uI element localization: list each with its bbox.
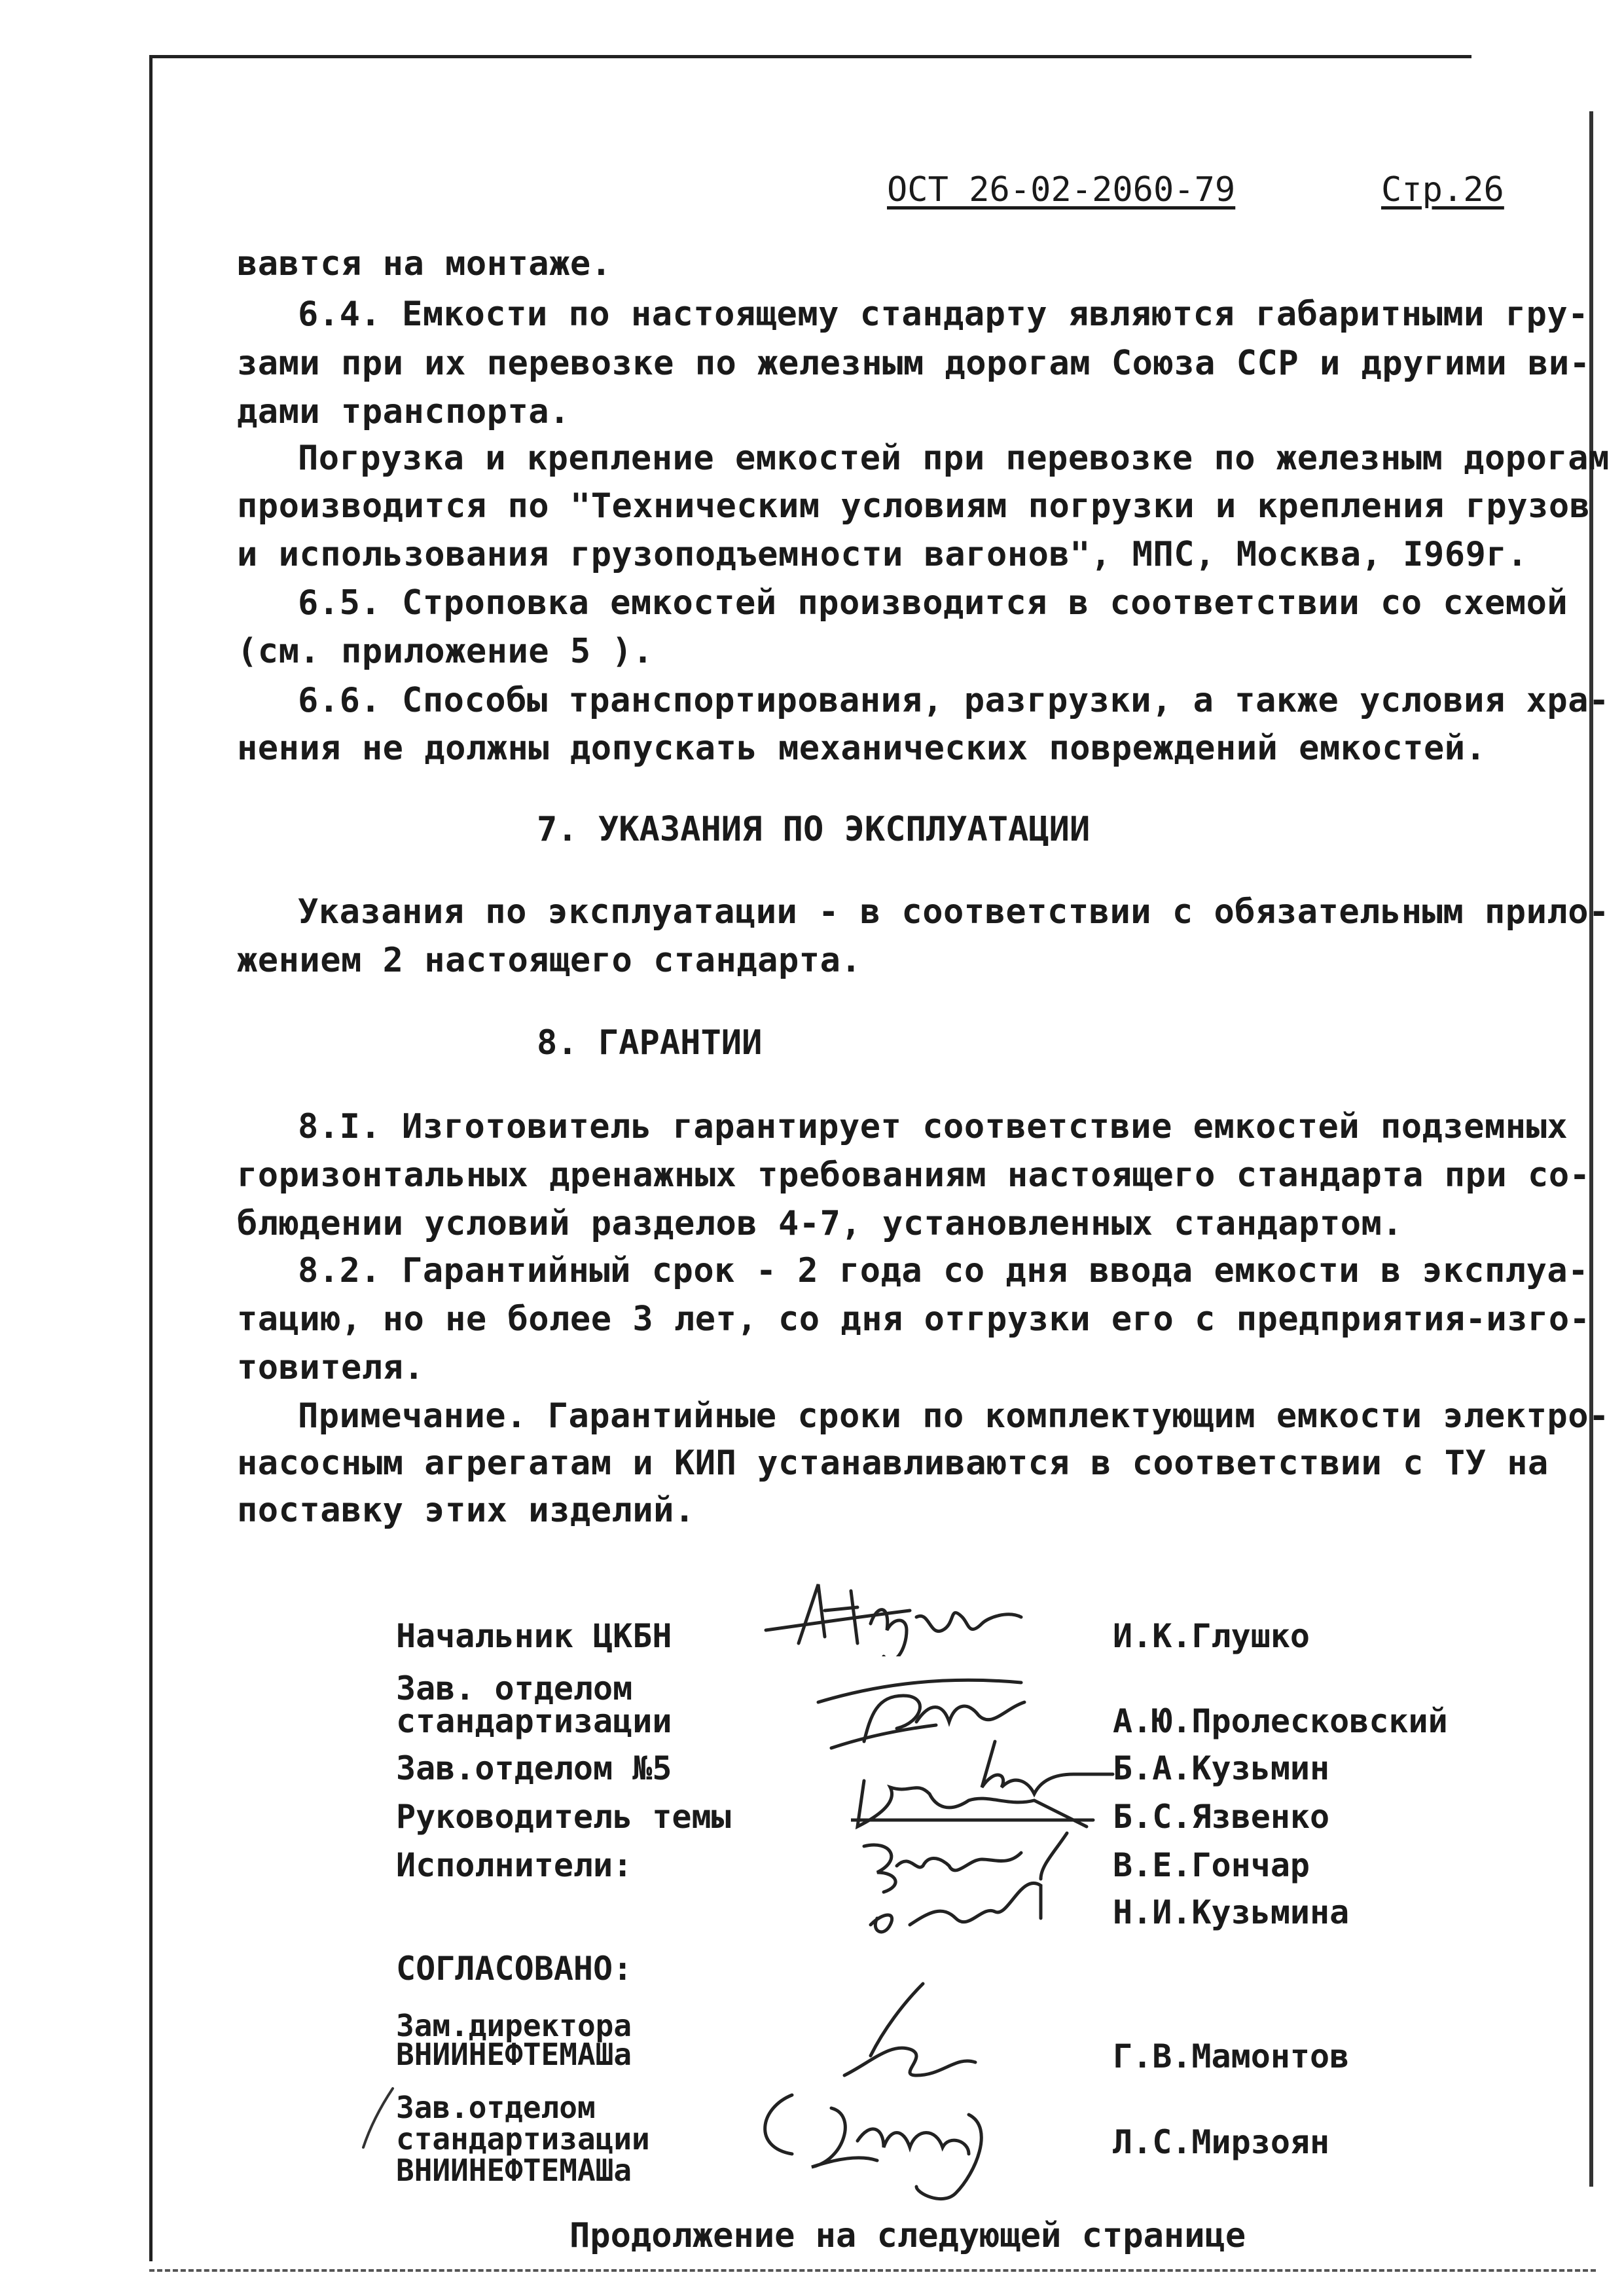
text-line: производится по "Техническим условиям погрузки и крепления грузов — [237, 486, 1591, 526]
agreed-name: Л.С.Мирзоян — [1113, 2123, 1330, 2161]
signatory-position: Начальник ЦКБН — [396, 1617, 672, 1655]
agreed-name: Г.В.Мамонтов — [1113, 2037, 1350, 2075]
handwritten-signature — [844, 1827, 1119, 1944]
signatory-position: Зав. отделом — [396, 1669, 633, 1707]
agreed-label: СОГЛАСОВАНО: — [396, 1950, 633, 1988]
agreed-position: Зам.директора — [396, 2008, 632, 2043]
text-line: Указания по эксплуатации - в соответствии с обязательным прило- — [298, 892, 1610, 932]
text-line: вавтся на монтаже. — [237, 244, 612, 283]
signatory-position: Руководитель темы — [396, 1798, 731, 1836]
text-line: насосным агрегатам и КИП устанавливаются в соответствии с ТУ на — [237, 1444, 1549, 1483]
agreed-position-line3: ВНИИНЕФТЕМАШа — [396, 2153, 632, 2188]
text-line: 8.2. Гарантийный срок - 2 года со дня ввода емкости в эксплуа- — [298, 1251, 1589, 1290]
text-line: блюдении условий разделов 4-7, установленных стандартом. — [237, 1204, 1403, 1243]
section-8-title: 8. ГАРАНТИИ — [537, 1023, 763, 1063]
page-frame-bottom — [149, 2269, 1596, 2272]
text-line: жением 2 настоящего стандарта. — [237, 941, 862, 980]
text-line: товителя. — [237, 1348, 425, 1387]
text-line: (см. приложение 5 ). — [237, 632, 654, 671]
text-line: горизонтальных дренажных требованиям настоящего стандарта при со- — [237, 1156, 1591, 1195]
handwritten-signature — [851, 1728, 1126, 1840]
handwritten-signature — [753, 2082, 1028, 2213]
signatory-name: Б.С.Язвенко — [1113, 1798, 1330, 1836]
page-frame-left — [149, 55, 153, 2261]
page-frame-right — [1589, 111, 1593, 2187]
signatory-name: В.Е.Гончар — [1113, 1846, 1310, 1884]
text-line: поставку этих изделий. — [237, 1491, 695, 1530]
page-number: Стр.26 — [1381, 170, 1504, 210]
agreed-position-line2: ВНИИНЕФТЕМАШа — [396, 2037, 632, 2072]
handwritten-signature — [759, 1571, 1074, 1656]
signatory-name: А.Ю.Пролесковский — [1113, 1702, 1448, 1740]
signatory-position-line2: стандартизации — [396, 1702, 672, 1740]
text-line: и использования грузоподъемности вагонов", МПС, Москва, I969г. — [237, 535, 1528, 574]
text-line: 8.I. Изготовитель гарантирует соответствие емкостей подземных — [298, 1107, 1568, 1146]
section-7-title: 7. УКАЗАНИЯ ПО ЭКСПЛУАТАЦИИ — [537, 810, 1091, 849]
document-code: ОСТ 26-02-2060-79 — [887, 170, 1236, 210]
signatory-name: И.К.Глушко — [1113, 1617, 1310, 1655]
continuation-note: Продолжение на следующей странице — [569, 2216, 1246, 2255]
text-line: зами при их перевозке по железным дорогам Союза ССР и другими ви- — [237, 344, 1591, 383]
signatory-position: Исполнители: — [396, 1846, 633, 1884]
agreed-position-line2: стандартизации — [396, 2121, 650, 2157]
text-line: 6.4. Емкости по настоящему стандарту являются габаритными гру- — [298, 295, 1589, 334]
signatory-position: Зав.отделом №5 — [396, 1749, 672, 1787]
agreed-position: Зав.отделом — [396, 2090, 596, 2125]
text-line: 6.6. Способы транспортирования, разгрузки, а также условия хра- — [298, 681, 1610, 720]
text-line: Примечание. Гарантийные сроки по комплектующим емкости электро- — [298, 1396, 1610, 1436]
text-line: 6.5. Строповка емкостей производится в соответствии со схемой — [298, 583, 1568, 623]
page-frame-top — [149, 55, 1471, 58]
handwritten-mark — [357, 2082, 403, 2154]
signatory-name: Н.И.Кузьмина — [1113, 1893, 1350, 1931]
text-line: нения не должны допускать механических повреждений емкостей. — [237, 729, 1487, 768]
text-line: Погрузка и крепление емкостей при перевозке по железным дорогам — [298, 439, 1610, 478]
text-line: тацию, но не более 3 лет, со дня отгрузки его с предприятия-изго- — [237, 1300, 1591, 1339]
signatory-name: Б.А.Кузьмин — [1113, 1749, 1330, 1787]
text-line: дами транспорта. — [237, 392, 570, 431]
